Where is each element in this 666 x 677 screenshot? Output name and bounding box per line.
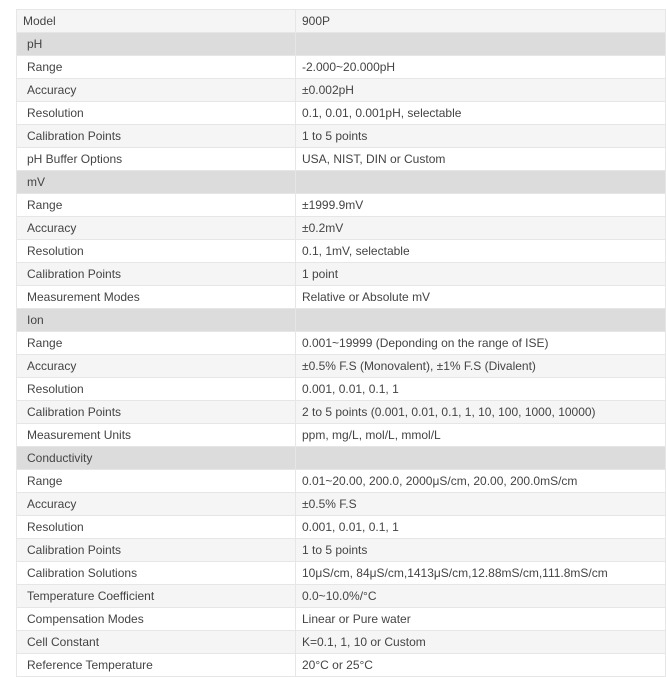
spec-value: -2.000~20.000pH <box>296 56 666 79</box>
spec-label: Accuracy <box>17 355 296 378</box>
spec-value: 10μS/cm, 84μS/cm,1413μS/cm,12.88mS/cm,111.8mS/cm <box>296 562 666 585</box>
spec-label: Range <box>17 332 296 355</box>
section-empty-cell <box>296 33 666 56</box>
spec-label: Range <box>17 194 296 217</box>
spec-label: Temperature Coefficient <box>17 585 296 608</box>
section-title: Conductivity <box>17 447 296 470</box>
section-title: mV <box>17 171 296 194</box>
spec-label: Range <box>17 470 296 493</box>
spec-row <box>17 470 666 493</box>
spec-row <box>17 194 666 217</box>
spec-label: pH Buffer Options <box>17 148 296 171</box>
spec-label: Calibration Points <box>17 401 296 424</box>
spec-row <box>17 631 666 654</box>
spec-row <box>17 355 666 378</box>
spec-value: ±1999.9mV <box>296 194 666 217</box>
spec-label: Accuracy <box>17 217 296 240</box>
spec-value: K=0.1, 1, 10 or Custom <box>296 631 666 654</box>
spec-table-body <box>17 10 666 677</box>
spec-row <box>17 56 666 79</box>
spec-label: Range <box>17 56 296 79</box>
spec-value: ±0.5% F.S <box>296 493 666 516</box>
spec-value: ±0.2mV <box>296 217 666 240</box>
section-header-row <box>17 171 666 194</box>
spec-label: Resolution <box>17 240 296 263</box>
spec-value: ±0.5% F.S (Monovalent), ±1% F.S (Divalent) <box>296 355 666 378</box>
spec-value: 900P <box>296 10 666 33</box>
spec-value: 1 to 5 points <box>296 539 666 562</box>
spec-value: 0.001~19999 (Deponding on the range of ISE) <box>296 332 666 355</box>
spec-label: Model <box>17 10 296 33</box>
spec-row <box>17 493 666 516</box>
section-empty-cell <box>296 447 666 470</box>
spec-row <box>17 424 666 447</box>
spec-label: Resolution <box>17 102 296 125</box>
spec-label: Accuracy <box>17 79 296 102</box>
spec-row <box>17 585 666 608</box>
spec-row <box>17 102 666 125</box>
spec-value: 0.1, 0.01, 0.001pH, selectable <box>296 102 666 125</box>
spec-row <box>17 240 666 263</box>
spec-label: Reference Temperature <box>17 654 296 677</box>
spec-label: Measurement Units <box>17 424 296 447</box>
spec-value: 0.01~20.00, 200.0, 2000μS/cm, 20.00, 200.0mS/cm <box>296 470 666 493</box>
spec-row <box>17 608 666 631</box>
spec-value: 2 to 5 points (0.001, 0.01, 0.1, 1, 10, 100, 1000, 10000) <box>296 401 666 424</box>
spec-row <box>17 332 666 355</box>
spec-row <box>17 125 666 148</box>
spec-row <box>17 79 666 102</box>
spec-table <box>16 9 666 677</box>
spec-row <box>17 286 666 309</box>
section-title: Ion <box>17 309 296 332</box>
spec-label: Compensation Modes <box>17 608 296 631</box>
spec-row <box>17 263 666 286</box>
spec-label: Calibration Points <box>17 263 296 286</box>
spec-label: Resolution <box>17 516 296 539</box>
spec-value: 1 point <box>296 263 666 286</box>
spec-value: 0.0~10.0%/°C <box>296 585 666 608</box>
spec-row <box>17 378 666 401</box>
section-title: pH <box>17 33 296 56</box>
spec-label: Resolution <box>17 378 296 401</box>
section-header-row <box>17 33 666 56</box>
spec-row <box>17 539 666 562</box>
spec-value: Relative or Absolute mV <box>296 286 666 309</box>
spec-value: 0.001, 0.01, 0.1, 1 <box>296 378 666 401</box>
spec-row <box>17 562 666 585</box>
spec-row <box>17 516 666 539</box>
section-empty-cell <box>296 309 666 332</box>
spec-value: Linear or Pure water <box>296 608 666 631</box>
section-empty-cell <box>296 171 666 194</box>
spec-row <box>17 148 666 171</box>
model-row <box>17 10 666 33</box>
spec-value: ppm, mg/L, mol/L, mmol/L <box>296 424 666 447</box>
spec-label: Measurement Modes <box>17 286 296 309</box>
spec-value: ±0.002pH <box>296 79 666 102</box>
spec-label: Calibration Solutions <box>17 562 296 585</box>
spec-row <box>17 401 666 424</box>
spec-value: 0.1, 1mV, selectable <box>296 240 666 263</box>
spec-value: 0.001, 0.01, 0.1, 1 <box>296 516 666 539</box>
spec-row <box>17 217 666 240</box>
spec-label: Calibration Points <box>17 539 296 562</box>
spec-value: USA, NIST, DIN or Custom <box>296 148 666 171</box>
spec-row <box>17 654 666 677</box>
spec-label: Calibration Points <box>17 125 296 148</box>
spec-value: 1 to 5 points <box>296 125 666 148</box>
spec-label: Accuracy <box>17 493 296 516</box>
section-header-row <box>17 309 666 332</box>
spec-label: Cell Constant <box>17 631 296 654</box>
spec-value: 20°C or 25°C <box>296 654 666 677</box>
section-header-row <box>17 447 666 470</box>
